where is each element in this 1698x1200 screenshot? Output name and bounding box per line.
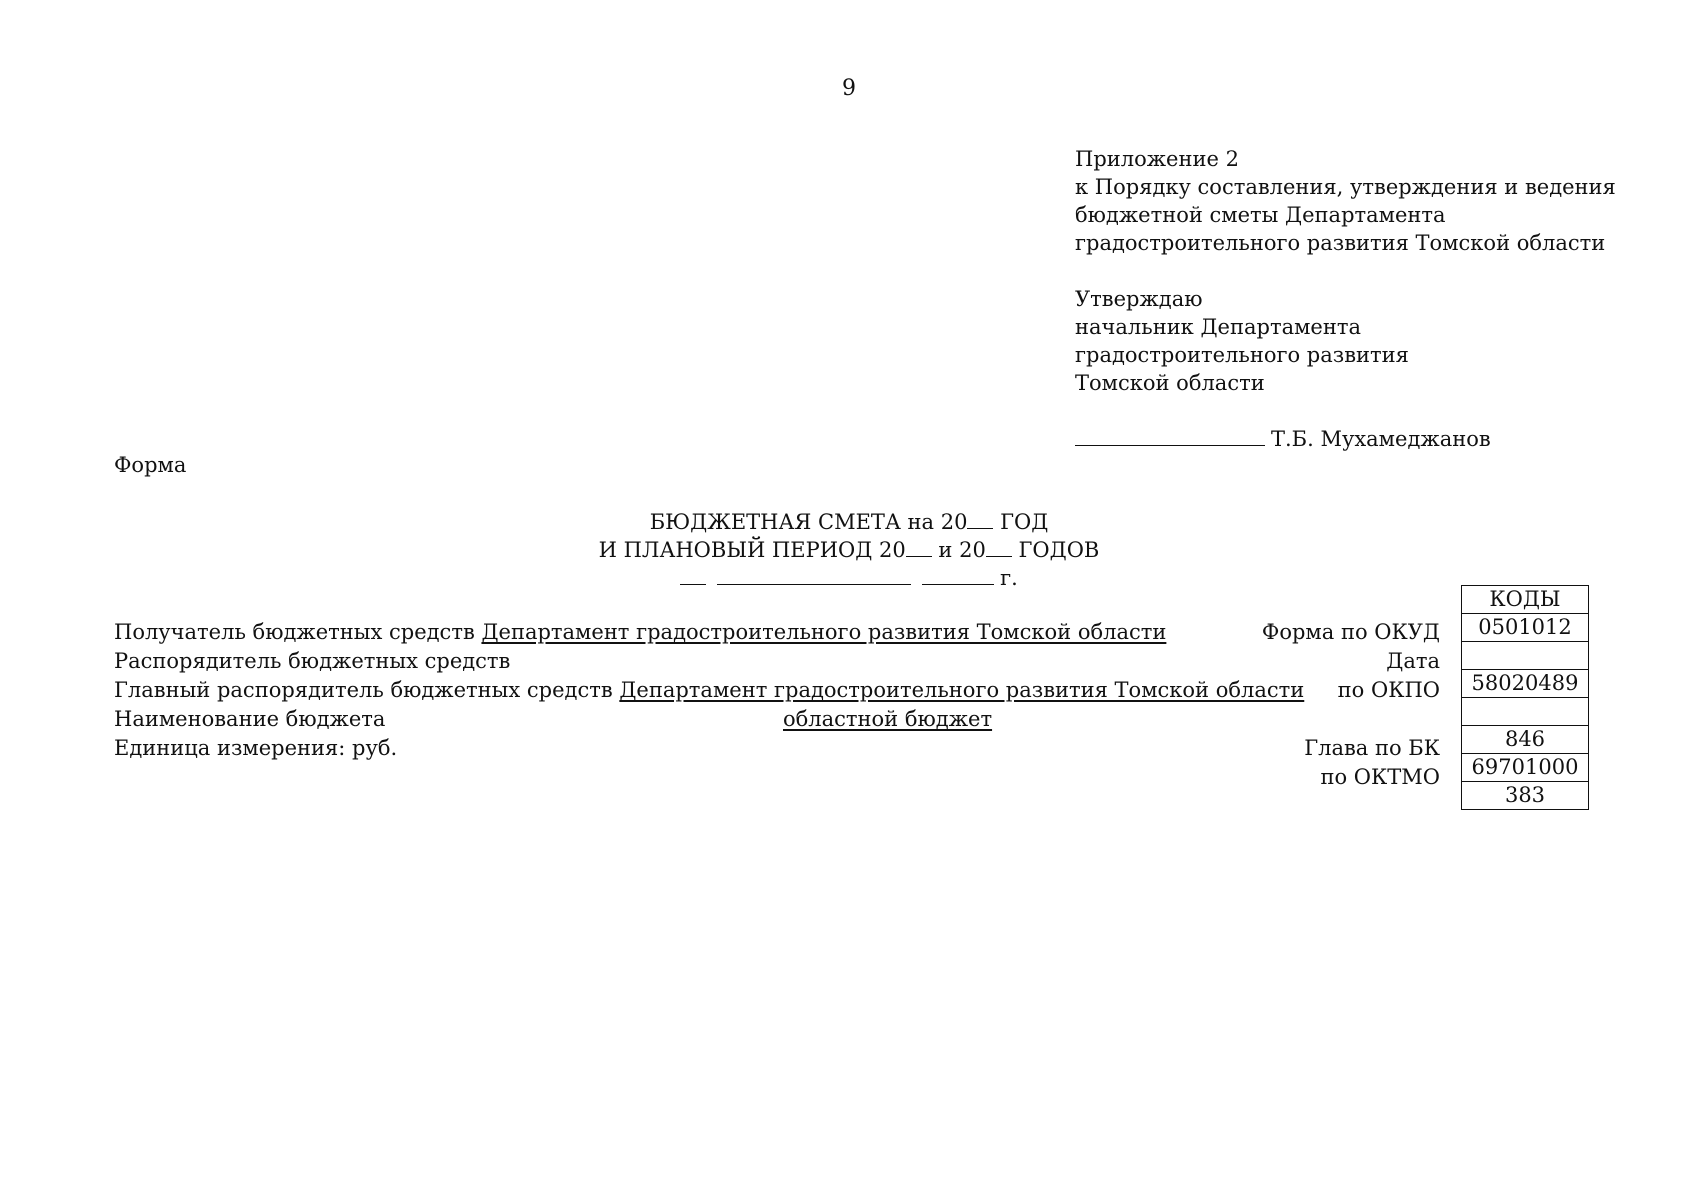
appendix-block [1075,145,1616,257]
code-value-date [1462,642,1589,670]
code-value-empty [1462,698,1589,726]
approval-line: Утверждаю [1075,287,1203,311]
year-blank [967,510,993,529]
recipient-label: Получатель бюджетных средств [114,620,482,644]
title-line-2 [0,536,1698,564]
document-title [0,508,1698,592]
approval-block [1075,285,1409,397]
budget-label: Наименование бюджета [114,707,386,731]
appendix-line: к Порядку составления, утверждения и ведения [1075,175,1616,199]
form-label: Форма [114,453,187,477]
year-blank [986,538,1012,557]
appendix-line: бюджетной сметы Департамента [1075,203,1446,227]
day-blank [680,566,706,585]
code-value-okpo: 58020489 [1462,670,1589,698]
approval-line: Томской области [1075,371,1265,395]
code-row [1462,698,1589,726]
signatory-name: Т.Б. Мухамеджанов [1271,427,1491,451]
code-row [1462,754,1589,782]
code-label: по ОКПО [1337,678,1440,702]
approval-line: начальник Департамента [1075,315,1361,339]
code-label: по ОКТМО [1320,765,1440,789]
code-row [1462,726,1589,754]
signature-blank [1075,425,1265,446]
code-label [1262,705,1440,734]
title-line-1 [0,508,1698,536]
year-blank [922,566,994,585]
codes-header: КОДЫ [1462,586,1589,614]
unit-row [114,734,1304,763]
title-date-line [0,564,1698,592]
codes-labels [1262,618,1440,821]
month-blank [717,566,911,585]
title-part: ГОДОВ [1011,538,1100,562]
title-part: БЮДЖЕТНАЯ СМЕТА на 20 [649,510,968,534]
budget-row [114,705,1304,734]
code-value-oktmo: 69701000 [1462,754,1589,782]
recipient-row [114,618,1304,647]
page-number: 9 [842,76,856,101]
code-row [1462,670,1589,698]
appendix-line: градостроительного развития Томской области [1075,231,1606,255]
chief-manager-label: Главный распорядитель бюджетных средств [114,678,620,702]
chief-manager-value: Департамент градостроительного развития Томской области [619,678,1305,702]
code-value-okud: 0501012 [1462,614,1589,642]
signature-line [1075,425,1491,451]
codes-header-row [1462,586,1589,614]
chief-manager-row [114,676,1304,705]
code-row [1462,782,1589,810]
manager-row [114,647,1304,676]
year-blank [906,538,932,557]
code-label: Дата [1386,649,1440,673]
date-suffix: г. [993,566,1018,590]
appendix-line: Приложение 2 [1075,147,1239,171]
title-part: ГОД [993,510,1049,534]
code-label: Глава по БК [1304,736,1440,760]
budget-info [114,618,1304,763]
title-part: И ПЛАНОВЫЙ ПЕРИОД 20 [598,538,906,562]
recipient-value: Департамент градостроительного развития Томской области [481,620,1167,644]
title-part: и 20 [931,538,986,562]
manager-label: Распорядитель бюджетных средств [114,649,511,673]
code-value-last: 383 [1462,782,1589,810]
unit-label: Единица измерения: руб. [114,736,398,760]
code-label: Форма по ОКУД [1261,620,1440,644]
code-value-bk: 846 [1462,726,1589,754]
code-label [1262,792,1440,821]
code-row [1462,614,1589,642]
codes-table [1461,585,1589,810]
budget-value: областной бюджет [783,707,993,731]
approval-line: градостроительного развития [1075,343,1409,367]
code-row [1462,642,1589,670]
